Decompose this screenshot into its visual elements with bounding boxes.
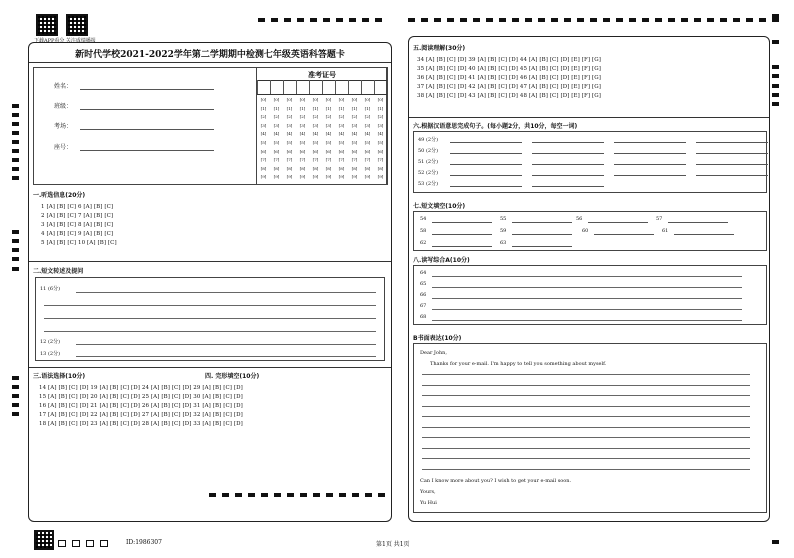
- grid-column-divider: [322, 80, 323, 94]
- exam-digit-bubble[interactable]: [4]: [325, 131, 332, 137]
- blank-56[interactable]: [588, 222, 648, 223]
- answer-row[interactable]: 34 [A] [B] [C] [D] 39 [A] [B] [C] [D] 44 [A] [B] [C] [D] [E] [F] [G]: [417, 57, 602, 63]
- answer-line[interactable]: [76, 344, 376, 345]
- exam-digit-bubble[interactable]: [1]: [260, 105, 267, 111]
- letter-closing: Can I know more about you? I wish to get your e-mail soon.: [420, 478, 572, 484]
- blank-line[interactable]: [614, 153, 686, 154]
- blank-line[interactable]: [532, 153, 604, 154]
- exam-digit-bubble[interactable]: [7]: [299, 157, 306, 163]
- answer-row[interactable]: 35 [A] [B] [C] [D] 40 [A] [B] [C] [D] 45 [A] [B] [C] [D] [E] [F] [G]: [417, 66, 602, 72]
- answer-line[interactable]: [44, 305, 376, 306]
- q60-label: 60: [582, 228, 589, 234]
- exam-digit-bubble[interactable]: [0]: [325, 97, 332, 102]
- blank-58[interactable]: [432, 234, 492, 235]
- exam-digit-bubble[interactable]: [2]: [312, 114, 319, 120]
- timing-marks-top-right: [408, 18, 780, 22]
- blank-line[interactable]: [450, 164, 522, 165]
- q67-label: 67: [420, 303, 427, 309]
- exam-digit-bubble[interactable]: [2]: [338, 114, 345, 120]
- blank-line[interactable]: [696, 175, 768, 176]
- exam-digit-bubble[interactable]: [8]: [299, 165, 306, 171]
- exam-digit-bubble[interactable]: [3]: [312, 122, 319, 128]
- exam-digit-bubble[interactable]: [8]: [273, 165, 280, 171]
- section8-box: [413, 265, 767, 325]
- q11-label: 11 (6分): [40, 286, 61, 292]
- exam-digit-bubble[interactable]: [6]: [273, 148, 280, 154]
- exam-digit-bubble[interactable]: [1]: [338, 105, 345, 111]
- exam-digit-bubble[interactable]: [7]: [364, 157, 371, 163]
- section2-title: 二.短文转述及提问: [33, 268, 84, 275]
- exam-digit-bubble[interactable]: [7]: [377, 157, 384, 163]
- q65-label: 65: [420, 281, 427, 287]
- blank-55[interactable]: [512, 222, 572, 223]
- writing-line[interactable]: [422, 448, 750, 449]
- footer-box-2: [72, 540, 80, 547]
- qr-code-footer: [34, 530, 54, 550]
- sheet-title: 新时代学校2021-2022学年第二学期期中检测七年级英语科答题卡: [75, 50, 345, 60]
- exam-digit-bubble[interactable]: [5]: [299, 140, 306, 145]
- section5-title: 五.阅读理解(30分): [413, 45, 466, 52]
- section3-title: 三.语法选择(10分): [33, 373, 86, 380]
- exam-digit-bubble[interactable]: [7]: [351, 157, 358, 163]
- letter-name: Yu Hui: [420, 500, 437, 506]
- blank-line[interactable]: [614, 175, 686, 176]
- field-class-label: 班级：: [54, 103, 73, 110]
- answer-line[interactable]: [76, 292, 376, 293]
- q64-label: 64: [420, 270, 427, 276]
- section4-title: 四. 完形填空(10分): [205, 373, 260, 380]
- exam-digit-bubble[interactable]: [3]: [325, 122, 332, 128]
- exam-digit-bubble[interactable]: [7]: [325, 157, 332, 163]
- blank-63[interactable]: [512, 246, 572, 247]
- answer-line[interactable]: [432, 309, 742, 310]
- exam-digit-bubble[interactable]: [2]: [299, 114, 306, 120]
- timing-marks-top-left: [258, 18, 388, 22]
- exam-digit-bubble[interactable]: [1]: [299, 105, 306, 111]
- qr-code-app: [36, 14, 58, 36]
- q53-label: 53 (2分): [418, 181, 439, 187]
- answer-line[interactable]: [44, 318, 376, 319]
- exam-digit-bubble[interactable]: [0]: [260, 97, 267, 102]
- field-seat-line[interactable]: [80, 150, 214, 151]
- exam-digit-bubble[interactable]: [1]: [286, 105, 293, 111]
- blank-57[interactable]: [668, 222, 728, 223]
- writing-line[interactable]: [422, 385, 750, 386]
- q59-label: 59: [500, 228, 507, 234]
- exam-digit-bubble[interactable]: [5]: [364, 140, 371, 145]
- exam-digit-bubble[interactable]: [5]: [312, 140, 319, 145]
- exam-digit-bubble[interactable]: [1]: [364, 105, 371, 111]
- exam-digit-bubble[interactable]: [3]: [260, 122, 267, 128]
- exam-digit-bubble[interactable]: [8]: [377, 165, 384, 171]
- exam-digit-bubble[interactable]: [7]: [273, 157, 280, 163]
- grid-column-divider: [309, 80, 310, 94]
- exam-digit-bubble[interactable]: [5]: [351, 140, 358, 145]
- exam-digit-bubble[interactable]: [4]: [312, 131, 319, 137]
- exam-digit-bubble[interactable]: [4]: [338, 131, 345, 137]
- exam-number-grid: [256, 67, 388, 185]
- blank-line[interactable]: [450, 175, 522, 176]
- grid-column-divider: [257, 80, 258, 94]
- q49-label: 49 (2分): [418, 137, 439, 143]
- exam-digit-bubble[interactable]: [2]: [325, 114, 332, 120]
- q63-label: 63: [500, 240, 507, 246]
- answer-line[interactable]: [44, 331, 376, 332]
- exam-digit-bubble[interactable]: [5]: [273, 140, 280, 145]
- exam-digit-bubble[interactable]: [1]: [351, 105, 358, 111]
- exam-digit-bubble[interactable]: [6]: [351, 148, 358, 154]
- exam-digit-bubble[interactable]: [7]: [286, 157, 293, 163]
- exam-digit-bubble[interactable]: [3]: [286, 122, 293, 128]
- exam-digit-bubble[interactable]: [3]: [351, 122, 358, 128]
- footer-box-1: [58, 540, 66, 547]
- exam-digit-bubble[interactable]: [1]: [312, 105, 319, 111]
- grid-column-divider: [283, 80, 284, 94]
- q13-label: 13 (2分): [40, 351, 61, 357]
- exam-digit-bubble[interactable]: [4]: [260, 131, 267, 137]
- section6-box: [413, 131, 767, 193]
- blank-line[interactable]: [450, 186, 522, 187]
- exam-digit-bubble[interactable]: [4]: [377, 131, 384, 137]
- answer-line[interactable]: [432, 320, 742, 321]
- writing-line[interactable]: [422, 395, 750, 396]
- answer-row[interactable]: 14 [A] [B] [C] [D] 19 [A] [B] [C] [D] 24 [A] [B] [C] [D] 29 [A] [B] [C] [D]: [39, 385, 243, 391]
- exam-digit-bubble[interactable]: [0]: [377, 97, 384, 102]
- exam-digit-bubble[interactable]: [5]: [286, 140, 293, 145]
- q58-label: 58: [420, 228, 427, 234]
- answer-row[interactable]: 18 [A] [B] [C] [D] 23 [A] [B] [C] [D] 28 [A] [B] [C] [D] 33 [A] [B] [C] [D]: [39, 421, 243, 427]
- exam-digit-bubble[interactable]: [9]: [377, 174, 384, 180]
- blank-line[interactable]: [450, 142, 522, 143]
- blank-line[interactable]: [532, 142, 604, 143]
- exam-digit-bubble[interactable]: [9]: [351, 174, 358, 180]
- exam-digit-bubble[interactable]: [4]: [286, 131, 293, 137]
- answer-row[interactable]: 3 [A] [B] [C] 8 [A] [B] [C]: [41, 222, 114, 228]
- exam-digit-bubble[interactable]: [2]: [351, 114, 358, 120]
- blank-line[interactable]: [614, 142, 686, 143]
- exam-digit-bubble[interactable]: [0]: [286, 97, 293, 102]
- answer-row[interactable]: 15 [A] [B] [C] [D] 20 [A] [B] [C] [D] 25 [A] [B] [C] [D] 30 [A] [B] [C] [D]: [39, 394, 243, 400]
- q57-label: 57: [656, 216, 663, 222]
- exam-digit-bubble[interactable]: [3]: [299, 122, 306, 128]
- footer-id: ID:1986307: [126, 539, 162, 546]
- answer-row[interactable]: 2 [A] [B] [C] 7 [A] [B] [C]: [41, 213, 114, 219]
- grid-column-divider: [335, 80, 336, 94]
- exam-digit-bubble[interactable]: [8]: [364, 165, 371, 171]
- q12-label: 12 (2分): [40, 339, 61, 345]
- exam-digit-bubble[interactable]: [6]: [364, 148, 371, 154]
- exam-digit-bubble[interactable]: [5]: [338, 140, 345, 145]
- answer-row[interactable]: 16 [A] [B] [C] [D] 21 [A] [B] [C] [D] 26 [A] [B] [C] [D] 31 [A] [B] [C] [D]: [39, 403, 243, 409]
- exam-digit-bubble[interactable]: [4]: [299, 131, 306, 137]
- qr-caption: 下载APP看分 关注成绩播报: [34, 38, 96, 44]
- exam-digit-bubble[interactable]: [3]: [377, 122, 384, 128]
- exam-digit-bubble[interactable]: [8]: [351, 165, 358, 171]
- exam-digit-bubble[interactable]: [6]: [286, 148, 293, 154]
- field-name-label: 姓名：: [54, 83, 73, 90]
- section9-box: [413, 343, 767, 513]
- exam-digit-bubble[interactable]: [8]: [338, 165, 345, 171]
- exam-digit-bubble[interactable]: [6]: [299, 148, 306, 154]
- exam-digit-bubble[interactable]: [2]: [286, 114, 293, 120]
- answer-row[interactable]: 17 [A] [B] [C] [D] 22 [A] [B] [C] [D] 27 [A] [B] [C] [D] 32 [A] [B] [C] [D]: [39, 412, 243, 418]
- exam-digit-bubble[interactable]: [0]: [273, 97, 280, 102]
- exam-digit-bubble[interactable]: [6]: [377, 148, 384, 154]
- exam-digit-bubble[interactable]: [1]: [273, 105, 280, 111]
- q66-label: 66: [420, 292, 427, 298]
- left-panel: [28, 42, 392, 522]
- grid-column-divider: [348, 80, 349, 94]
- writing-line[interactable]: [422, 427, 750, 428]
- q68-label: 68: [420, 314, 427, 320]
- exam-digit-bubble[interactable]: [6]: [260, 148, 267, 154]
- letter-greeting: Dear John,: [420, 350, 447, 356]
- student-info-box: [33, 67, 387, 185]
- exam-digit-bubble[interactable]: [4]: [364, 131, 371, 137]
- exam-digit-bubble[interactable]: [4]: [351, 131, 358, 137]
- exam-digit-bubble[interactable]: [9]: [273, 174, 280, 180]
- exam-digit-bubble[interactable]: [2]: [377, 114, 384, 120]
- exam-digit-bubble[interactable]: [9]: [312, 174, 319, 180]
- exam-digit-bubble[interactable]: [2]: [260, 114, 267, 120]
- exam-digit-bubble[interactable]: [0]: [299, 97, 306, 102]
- exam-digit-bubble[interactable]: [9]: [364, 174, 371, 180]
- writing-line[interactable]: [422, 437, 750, 438]
- section7-box: [413, 211, 767, 251]
- exam-digit-bubble[interactable]: [7]: [338, 157, 345, 163]
- q54-label: 54: [420, 216, 427, 222]
- qr-code-report: [66, 14, 88, 36]
- q50-label: 50 (2分): [418, 148, 439, 154]
- blank-line[interactable]: [696, 164, 768, 165]
- blank-line[interactable]: [696, 142, 768, 143]
- exam-digit-bubble[interactable]: [2]: [364, 114, 371, 120]
- blank-54[interactable]: [432, 222, 492, 223]
- exam-digit-bubble[interactable]: [3]: [364, 122, 371, 128]
- field-class-line[interactable]: [80, 109, 214, 110]
- exam-digit-bubble[interactable]: [3]: [273, 122, 280, 128]
- q51-label: 51 (2分): [418, 159, 439, 165]
- exam-digit-bubble[interactable]: [8]: [260, 165, 267, 171]
- exam-digit-bubble[interactable]: [1]: [377, 105, 384, 111]
- writing-line[interactable]: [422, 458, 750, 459]
- section9-title: B书面表达(10分): [413, 335, 462, 342]
- q55-label: 55: [500, 216, 507, 222]
- footer-mark: [772, 540, 779, 544]
- field-seat-label: 座号：: [54, 144, 73, 151]
- exam-digit-bubble[interactable]: [8]: [312, 165, 319, 171]
- exam-digit-bubble[interactable]: [3]: [338, 122, 345, 128]
- section8-title: 八.读写综合A(10分): [413, 257, 470, 264]
- section7-title: 七.短文填空(10分): [413, 203, 466, 210]
- answer-row[interactable]: 5 [A] [B] [C] 10 [A] [B] [C]: [41, 240, 117, 246]
- answer-line[interactable]: [432, 276, 742, 277]
- answer-row[interactable]: 37 [A] [B] [C] [D] 42 [A] [B] [C] [D] 47 [A] [B] [C] [D] [E] [F] [G]: [417, 84, 602, 90]
- exam-digit-bubble[interactable]: [9]: [325, 174, 332, 180]
- exam-digit-bubble[interactable]: [0]: [312, 97, 319, 102]
- footer-box-3: [86, 540, 94, 547]
- exam-digit-bubble[interactable]: [6]: [338, 148, 345, 154]
- blank-line[interactable]: [532, 186, 604, 187]
- answer-row[interactable]: 4 [A] [B] [C] 9 [A] [B] [C]: [41, 231, 114, 237]
- exam-digit-bubble[interactable]: [5]: [377, 140, 384, 145]
- section1-title: 一.听选信息(20分): [33, 192, 86, 199]
- section2-box: [35, 277, 385, 361]
- field-room-line[interactable]: [80, 129, 214, 130]
- blank-60[interactable]: [594, 234, 654, 235]
- exam-digit-bubble[interactable]: [6]: [312, 148, 319, 154]
- writing-line[interactable]: [422, 374, 750, 375]
- footer-page: 第1页 共1页: [376, 541, 410, 548]
- grid-column-divider: [374, 80, 375, 94]
- writing-line[interactable]: [422, 406, 750, 407]
- exam-digit-bubble[interactable]: [8]: [325, 165, 332, 171]
- exam-digit-bubble[interactable]: [0]: [338, 97, 345, 102]
- exam-digit-bubble[interactable]: [5]: [325, 140, 332, 145]
- answer-row[interactable]: 38 [A] [B] [C] [D] 43 [A] [B] [C] [D] 48 [A] [B] [C] [D] [E] [F] [G]: [417, 93, 602, 99]
- blank-line[interactable]: [696, 153, 768, 154]
- grid-column-divider: [296, 80, 297, 94]
- answer-line[interactable]: [432, 298, 742, 299]
- writing-line[interactable]: [422, 469, 750, 470]
- right-panel: [408, 36, 770, 522]
- blank-line[interactable]: [532, 175, 604, 176]
- exam-digit-bubble[interactable]: [9]: [338, 174, 345, 180]
- grid-column-divider: [361, 80, 362, 94]
- footer-box-4: [100, 540, 108, 547]
- exam-digit-bubble[interactable]: [4]: [273, 131, 280, 137]
- answer-row[interactable]: 36 [A] [B] [C] [D] 41 [A] [B] [C] [D] 46 [A] [B] [C] [D] [E] [F] [G]: [417, 75, 602, 81]
- answer-row[interactable]: 1 [A] [B] [C] 6 [A] [B] [C]: [41, 204, 114, 210]
- section6-title: 六.根据汉语意思完成句子。(每小题2分，共10分，每空一词): [413, 123, 578, 130]
- exam-id-label: 准考证号: [308, 70, 336, 79]
- answer-line[interactable]: [76, 356, 376, 357]
- q62-label: 62: [420, 240, 427, 246]
- field-room-label: 考场：: [54, 123, 73, 130]
- letter-opening: Thanks for your e-mail. I'm happy to tell you something about myself.: [430, 361, 607, 367]
- exam-digit-bubble[interactable]: [7]: [260, 157, 267, 163]
- exam-digit-bubble[interactable]: [2]: [273, 114, 280, 120]
- exam-digit-bubble[interactable]: [9]: [286, 174, 293, 180]
- q56-label: 56: [576, 216, 583, 222]
- exam-digit-bubble[interactable]: [7]: [312, 157, 319, 163]
- exam-digit-bubble[interactable]: [1]: [325, 105, 332, 111]
- exam-digit-bubble[interactable]: [9]: [299, 174, 306, 180]
- writing-line[interactable]: [422, 416, 750, 417]
- exam-digit-bubble[interactable]: [5]: [260, 140, 267, 145]
- blank-61[interactable]: [674, 234, 734, 235]
- blank-62[interactable]: [432, 246, 492, 247]
- timing-marks-bottom: [209, 493, 387, 497]
- answer-line[interactable]: [432, 287, 742, 288]
- field-name-line[interactable]: [80, 89, 214, 90]
- exam-digit-bubble[interactable]: [6]: [325, 148, 332, 154]
- exam-digit-bubble[interactable]: [8]: [286, 165, 293, 171]
- blank-line[interactable]: [614, 164, 686, 165]
- blank-line[interactable]: [532, 164, 604, 165]
- exam-digit-bubble[interactable]: [0]: [351, 97, 358, 102]
- blank-line[interactable]: [450, 153, 522, 154]
- blank-59[interactable]: [512, 234, 572, 235]
- exam-digit-bubble[interactable]: [0]: [364, 97, 371, 102]
- q52-label: 52 (2分): [418, 170, 439, 176]
- grid-column-divider: [270, 80, 271, 94]
- letter-signoff: Yours,: [420, 489, 436, 495]
- q61-label: 61: [662, 228, 669, 234]
- exam-digit-bubble[interactable]: [9]: [260, 174, 267, 180]
